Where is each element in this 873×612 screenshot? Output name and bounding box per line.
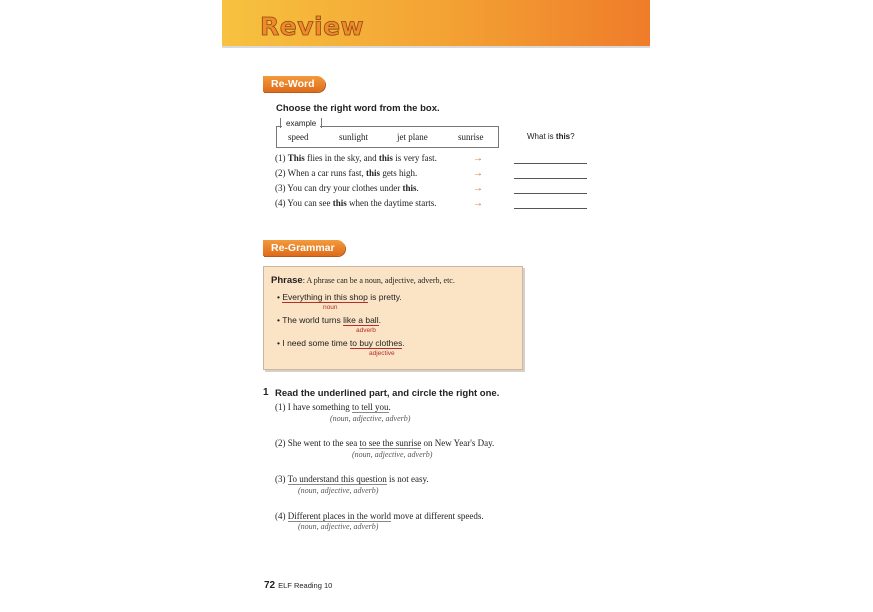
answer-blank[interactable] bbox=[514, 163, 587, 164]
textbook-page bbox=[222, 0, 650, 612]
exercise-instruction: Read the underlined part, and circle the right one. bbox=[275, 388, 500, 399]
word-option: sunrise bbox=[458, 132, 484, 142]
arrow-icon: → bbox=[473, 168, 483, 179]
page-footer bbox=[264, 580, 332, 591]
choice-options[interactable]: (noun, adjective, adverb) bbox=[298, 522, 379, 531]
exercise-item-2: (2) She went to the sea to see the sunrise on New Year's Day. bbox=[275, 438, 495, 448]
regrammar-tag: Re-Grammar bbox=[263, 240, 345, 256]
answer-blank[interactable] bbox=[514, 178, 587, 179]
page-number: 72 bbox=[264, 580, 276, 591]
exercise-number: 1 bbox=[263, 387, 269, 398]
exercise-item-4: (4) Different places in the world move at different speeds. bbox=[275, 511, 484, 521]
example-tick-right bbox=[321, 118, 322, 128]
example-tick-left bbox=[280, 118, 281, 128]
phrase-example-1: • Everything in this shop is pretty. bbox=[277, 292, 402, 302]
answer-blank[interactable] bbox=[514, 208, 587, 209]
phrase-example-2: • The world turns like a ball. bbox=[277, 315, 381, 325]
answer-blank[interactable] bbox=[514, 193, 587, 194]
reword-instruction: Choose the right word from the box. bbox=[276, 103, 440, 114]
choice-options[interactable]: (noun, adjective, adverb) bbox=[298, 486, 379, 495]
pos-label: adverb bbox=[356, 327, 376, 334]
choice-options[interactable]: (noun, adjective, adverb) bbox=[352, 450, 433, 459]
book-title: ELF Reading 10 bbox=[278, 581, 333, 590]
question-1: (1) This flies in the sky, and this is very fast. bbox=[275, 153, 437, 163]
phrase-definition: Phrase: A phrase can be a noun, adjective, adverb, etc. bbox=[271, 275, 455, 286]
exercise-item-1: (1) I have something to tell you. bbox=[275, 402, 391, 412]
exercise-item-3: (3) To understand this question is not easy. bbox=[275, 474, 429, 484]
word-option: sunlight bbox=[339, 132, 369, 142]
choice-options[interactable]: (noun, adjective, adverb) bbox=[330, 414, 411, 423]
example-label: example bbox=[282, 119, 320, 128]
page-title: Review bbox=[260, 12, 365, 41]
pos-label: noun bbox=[323, 304, 338, 311]
arrow-icon: → bbox=[473, 153, 483, 164]
arrow-icon: → bbox=[473, 183, 483, 194]
word-option: speed bbox=[288, 132, 309, 142]
what-is-this-label: What is this? bbox=[527, 132, 575, 141]
question-4: (4) You can see this when the daytime starts. bbox=[275, 198, 437, 208]
arrow-icon: → bbox=[473, 198, 483, 209]
question-3: (3) You can dry your clothes under this. bbox=[275, 183, 419, 193]
phrase-example-3: • I need some time to buy clothes. bbox=[277, 338, 405, 348]
question-2: (2) When a car runs fast, this gets high. bbox=[275, 168, 418, 178]
word-option: jet plane bbox=[397, 132, 428, 142]
pos-label: adjective bbox=[369, 350, 395, 357]
reword-tag: Re-Word bbox=[263, 76, 325, 92]
